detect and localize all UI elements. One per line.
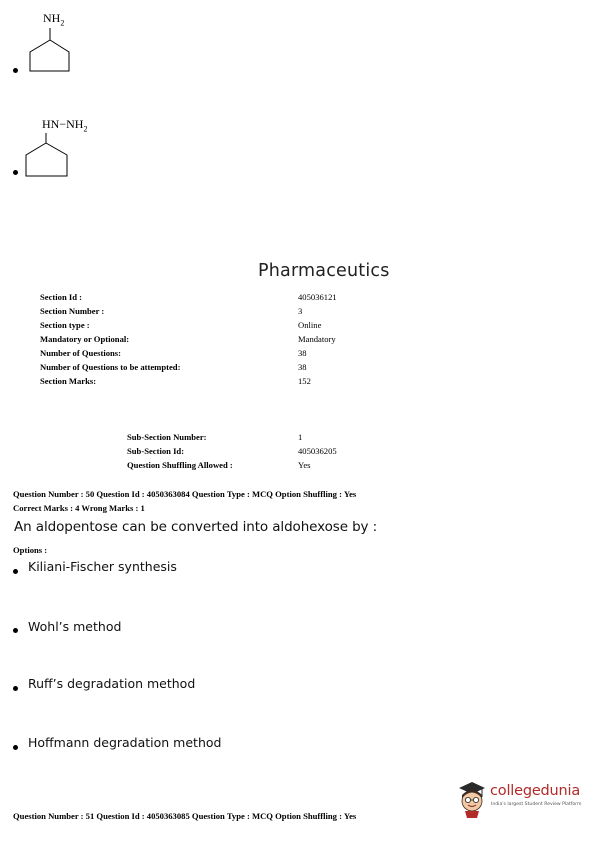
cyclopentane-ring-icon [23, 131, 73, 181]
bullet [13, 628, 18, 633]
option-text: Ruff’s degradation method [28, 676, 196, 691]
bullet [13, 569, 18, 574]
bullet [13, 745, 18, 750]
question-header: Question Number : 51 Question Id : 4050363085 Question Type : MCQ Option Shuffling : Yes [13, 811, 357, 821]
bullet [13, 68, 18, 73]
option-text: Wohl’s method [28, 619, 122, 634]
logo-wordmark: collegedunia [490, 783, 581, 799]
question-text: An aldopentose can be converted into aldohexose by : [14, 519, 378, 535]
question-header: Question Number : 50 Question Id : 4050363084 Question Type : MCQ Option Shuffling : Yes [13, 489, 357, 499]
section-title: Pharmaceutics [258, 261, 390, 281]
structure-label: $NH_2$ [43, 11, 65, 28]
option-text: Hoffmann degradation method [28, 735, 222, 750]
question-marks: Correct Marks : 4 Wrong Marks : 1 [13, 503, 145, 513]
bullet [13, 686, 18, 691]
collegedunia-logo [455, 779, 585, 821]
mascot-icon [455, 779, 489, 819]
logo-tagline: India's largest Student Review Platform [491, 802, 582, 807]
structure-label: $HN-NH_2$ [42, 117, 88, 134]
option-text: Kiliani-Fischer synthesis [28, 559, 177, 574]
bullet [13, 170, 18, 175]
options-label: Options : [13, 545, 48, 555]
cyclopentane-ring-icon [25, 26, 75, 76]
